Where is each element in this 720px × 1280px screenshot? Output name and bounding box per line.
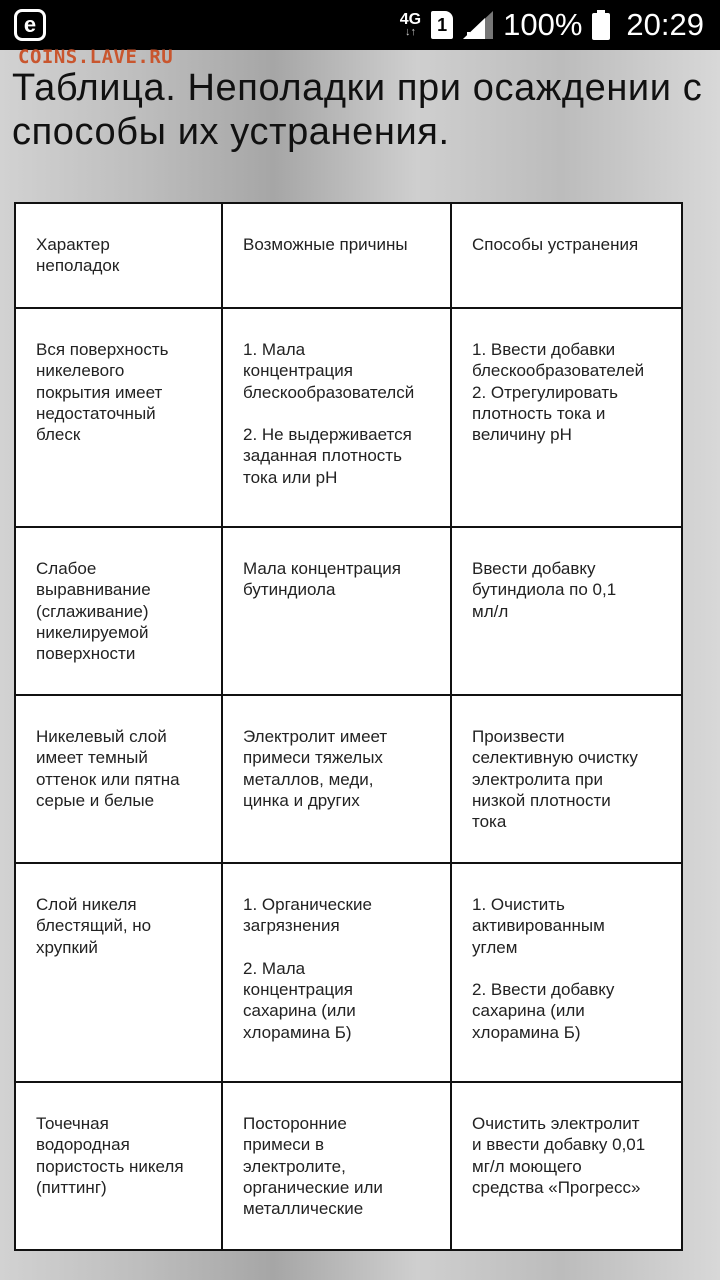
table-cell: Произвести селективную очистку электролита при низкой плотности тока [451, 695, 682, 863]
table-row [15, 308, 682, 527]
table-cell: 1. Ввести добавки блескообразователей 2. Отрегулировать плотность тока и величину pH [451, 308, 682, 527]
page-title-line-1: Таблица. Неполадки при осаждении с [12, 67, 703, 109]
table-cell: Никелевый слой имеет темный оттенок или пятна серые и белые [15, 695, 222, 863]
app-e-icon: e [14, 9, 46, 41]
table-cell: Ввести добавку бутиндиола по 0,1 мл/л [451, 527, 682, 695]
table-row [15, 863, 682, 1082]
table-cell: 1. Очистить активированным углем 2. Ввести добавку сахарина (или хлорамина Б) [451, 863, 682, 1082]
network-arrows: ↓↑ [404, 26, 416, 38]
table-cell: 1. Мала концентрация блескообразователсй 2. Не выдерживается заданная плотность тока или pH [222, 308, 451, 527]
signal-icon [463, 11, 493, 39]
table-cell: Очистить электролит и ввести добавку 0,01 мг/л моющего средства «Прогресс» [451, 1082, 682, 1250]
battery-icon [592, 10, 610, 40]
table-cell: Слабое выравнивание (сглаживание) никелируемой поверхности [15, 527, 222, 695]
table-cell: 1. Органические загрязнения 2. Мала концентрация сахарина (или хлорамина Б) [222, 863, 451, 1082]
header-cell-causes: Возможные причины [222, 203, 451, 308]
page-title [12, 66, 720, 154]
header-cell-defect: Характер неполадок [15, 203, 222, 308]
table-header-row [15, 203, 682, 308]
table-cell: Слой никеля блестящий, но хрупкий [15, 863, 222, 1082]
page-title-line-2: способы их устранения. [12, 111, 450, 153]
clock: 20:29 [626, 7, 704, 42]
table-cell: Посторонние примеси в электролите, органические или металлические [222, 1082, 451, 1250]
sim-icon: 1 [431, 11, 453, 39]
table-cell: Точечная водородная пористость никеля (питтинг) [15, 1082, 222, 1250]
network-4g-icon [400, 13, 421, 37]
table-cell: Вся поверхность никелевого покрытия имеет недостаточный блеск [15, 308, 222, 527]
site-watermark: COINS.LAVE.RU [18, 46, 174, 68]
troubleshooting-table [14, 202, 683, 1251]
table-row [15, 695, 682, 863]
network-type: 4G [399, 11, 422, 28]
status-bar [0, 0, 720, 50]
table-cell: Электролит имеет примеси тяжелых металлов, меди, цинка и других [222, 695, 451, 863]
table-row [15, 527, 682, 695]
battery-percent: 100% [503, 7, 583, 42]
table-cell: Мала концентрация бутиндиола [222, 527, 451, 695]
header-cell-remedies: Способы устранения [451, 203, 682, 308]
table-row [15, 1082, 682, 1250]
